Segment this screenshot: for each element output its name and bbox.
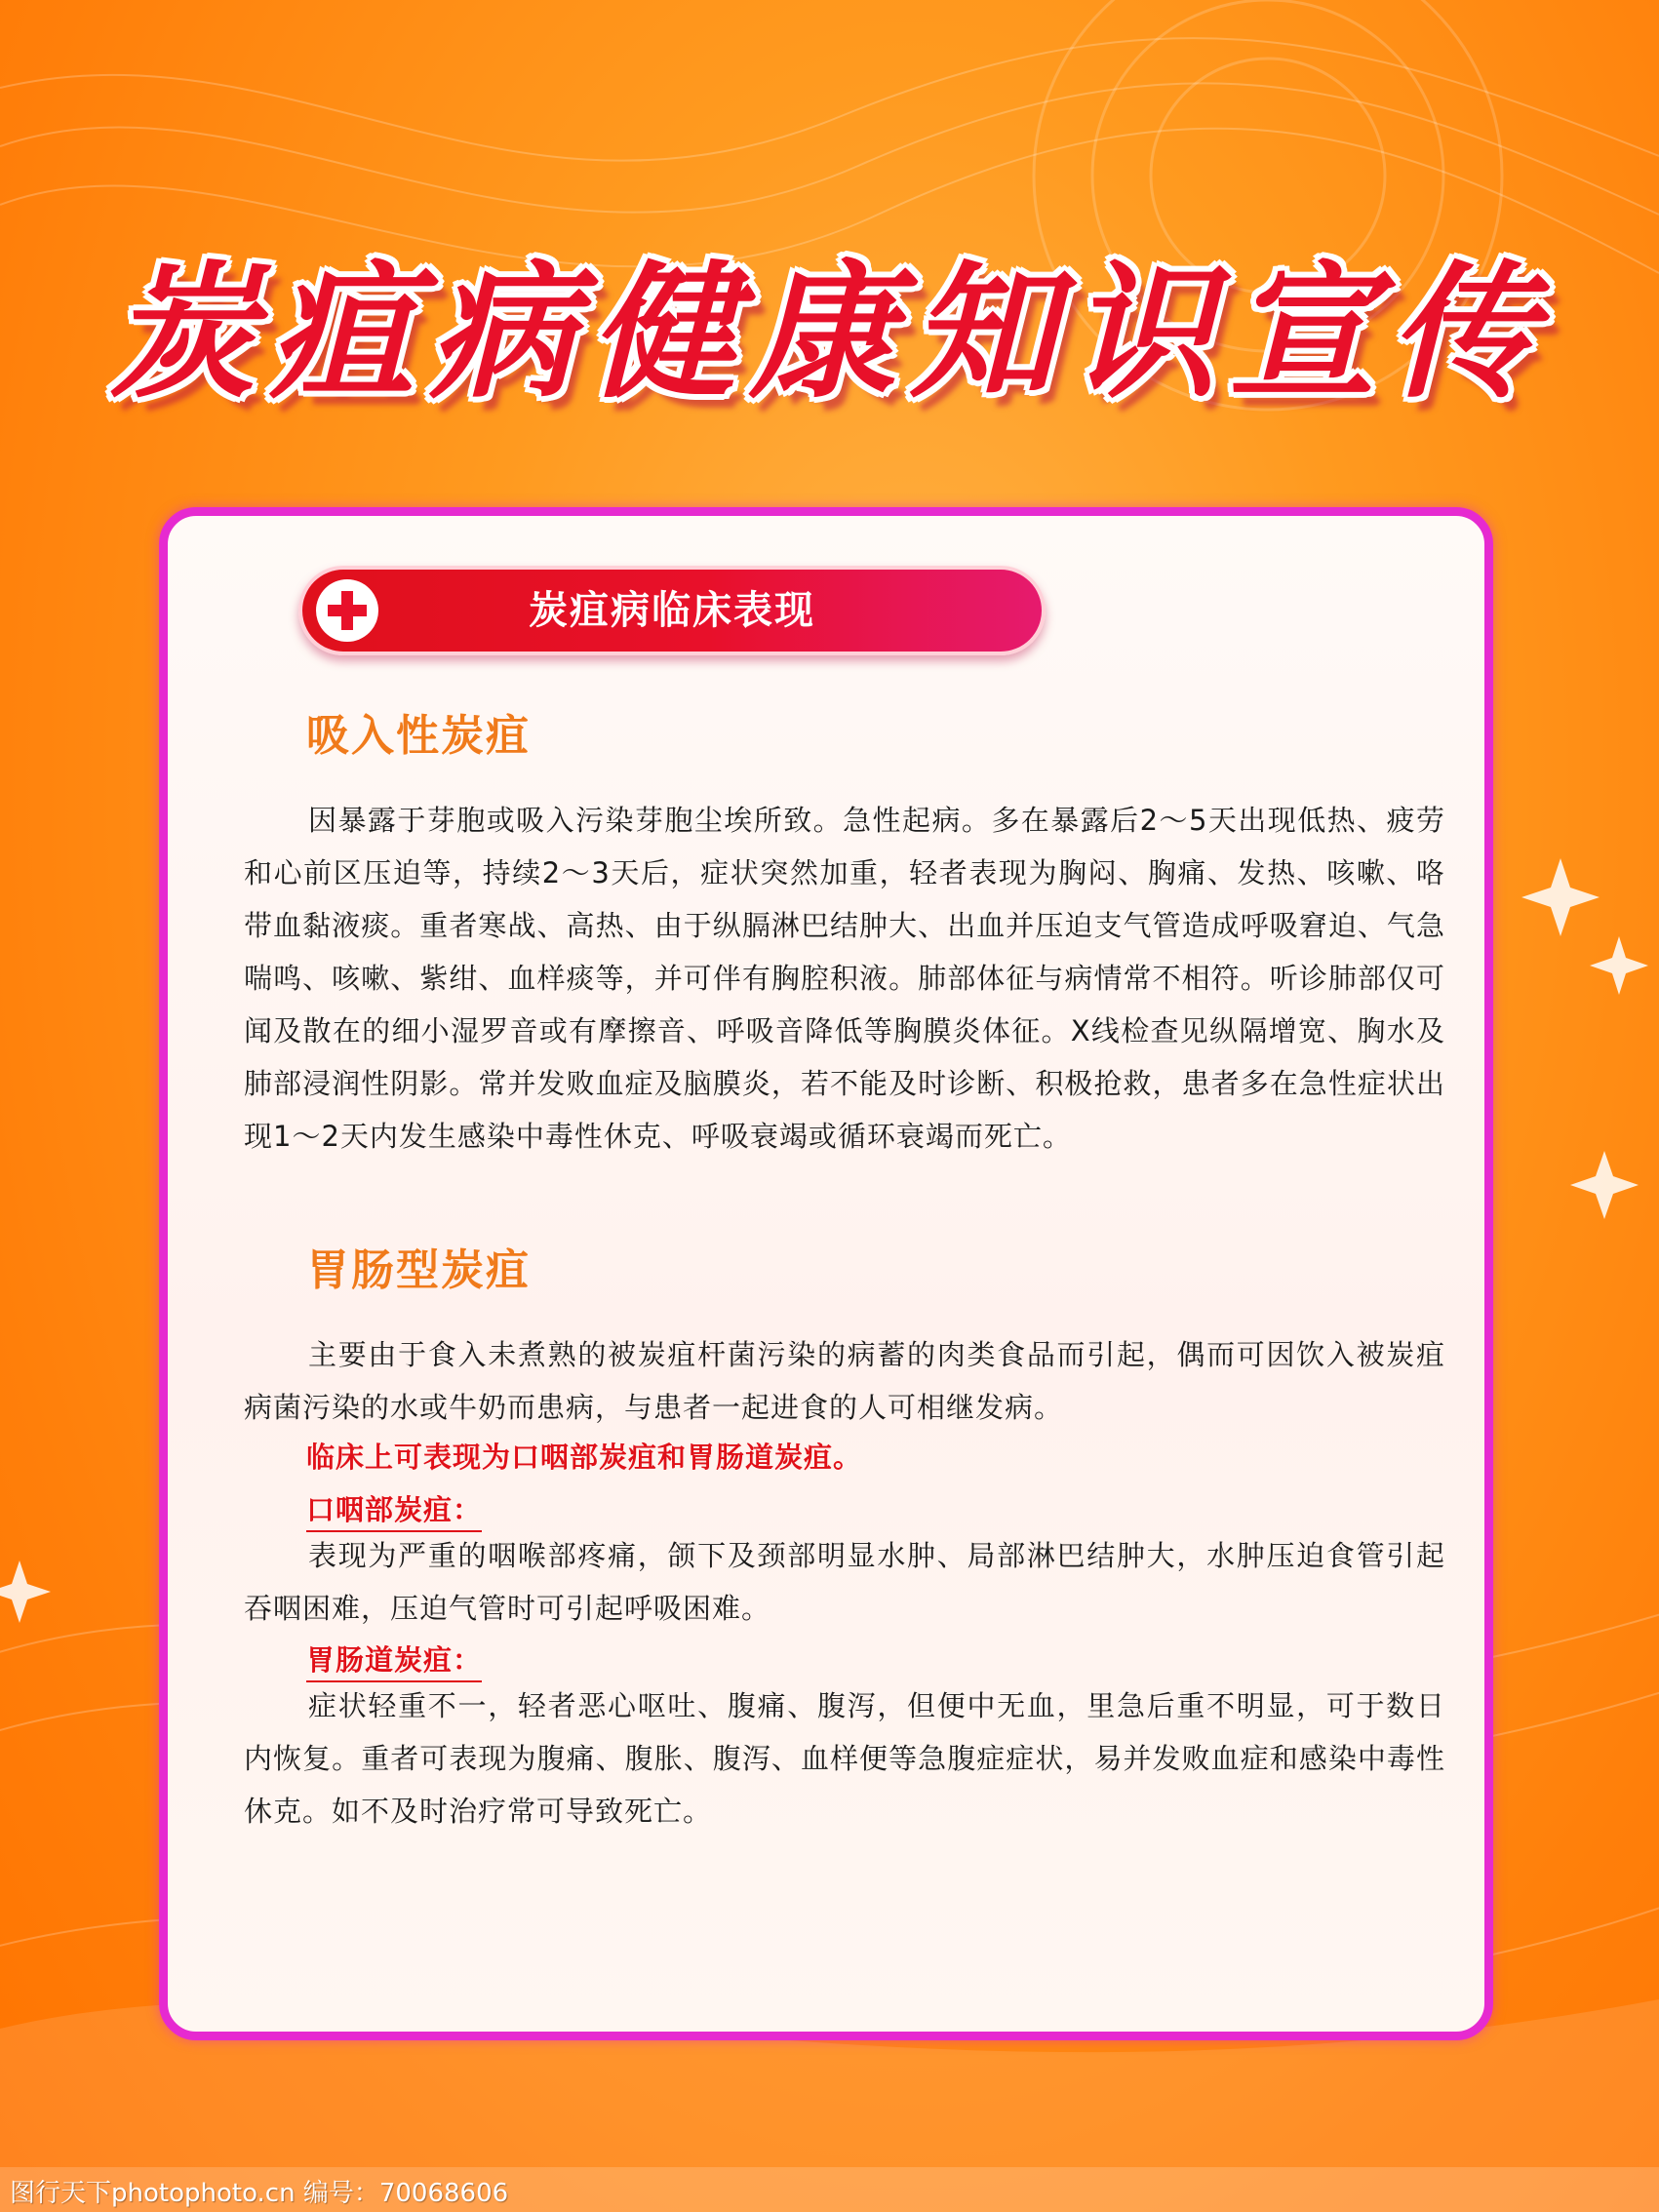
inhalation-body: 因暴露于芽胞或吸入污染芽胞尘埃所致。急性起病。多在暴露后2～5天出现低热、疲劳和心前区压迫等，持续2～3天后，症状突然加重，轻者表现为胸闷、胸痛、发热、咳嗽、咯带血黏液痰。重者寒战、高热、由于纵膈淋巴结肿大、出血并压迫支气管造成呼吸窘迫、气急喘鸣、咳嗽、紫绀、血样痰等，并可伴有胸腔积液。肺部体征与病情常不相符。听诊肺部仅可闻及散在的细小湿罗音或有摩擦音、呼吸音降低等胸膜炎体征。X线检查见纵隔增宽、胸水及肺部浸润性阴影。常并发败血症及脑膜炎，若不能及时诊断、积极抢救，患者多在急性症状出现1～2天内发生感染中毒性休克、呼吸衰竭或循环衰竭而死亡。 <box>244 804 1445 1153</box>
gastro-body: 主要由于食入未煮熟的被炭疽杆菌污染的病蓄的肉类食品而引起，偶而可因饮入被炭疽病菌污染的水或牛奶而患病，与患者一起进食的人可相继发病。 <box>244 1338 1445 1424</box>
poster-title: 炭疽病健康知识宣传 <box>109 247 1550 418</box>
oral-anthrax-body: 表现为严重的咽喉部疼痛，颌下及颈部明显水肿、局部淋巴结肿大，水肿压迫食管引起吞咽困难，压迫气管时可引起呼吸困难。 <box>244 1539 1445 1625</box>
section-heading: 炭疽病临床表现 <box>529 588 815 633</box>
inhalation-heading: 吸入性炭疽 <box>306 711 531 761</box>
gastro-heading: 胃肠型炭疽 <box>306 1245 531 1295</box>
oral-anthrax-label: 口咽部炭疽： <box>306 1488 482 1532</box>
intestinal-anthrax-body: 症状轻重不一，轻者恶心呕吐、腹痛、腹泻，但便中无血，里急后重不明显，可于数日内恢复。重者可表现为腹痛、腹胀、腹泻、血样便等急腹症症状，易并发败血症和感染中毒性休克。如不及时治疗常可导致死亡。 <box>244 1689 1445 1828</box>
intestinal-anthrax-label: 胃肠道炭疽： <box>306 1639 482 1682</box>
watermark-text: 图行天下photophoto.cn 编号：70068606 <box>10 2179 509 2208</box>
clinical-note: 临床上可表现为口咽部炭疽和胃肠道炭疽。 <box>306 1441 863 1474</box>
watermark-bar <box>0 2167 1659 2212</box>
section-heading-banner <box>298 566 1046 655</box>
